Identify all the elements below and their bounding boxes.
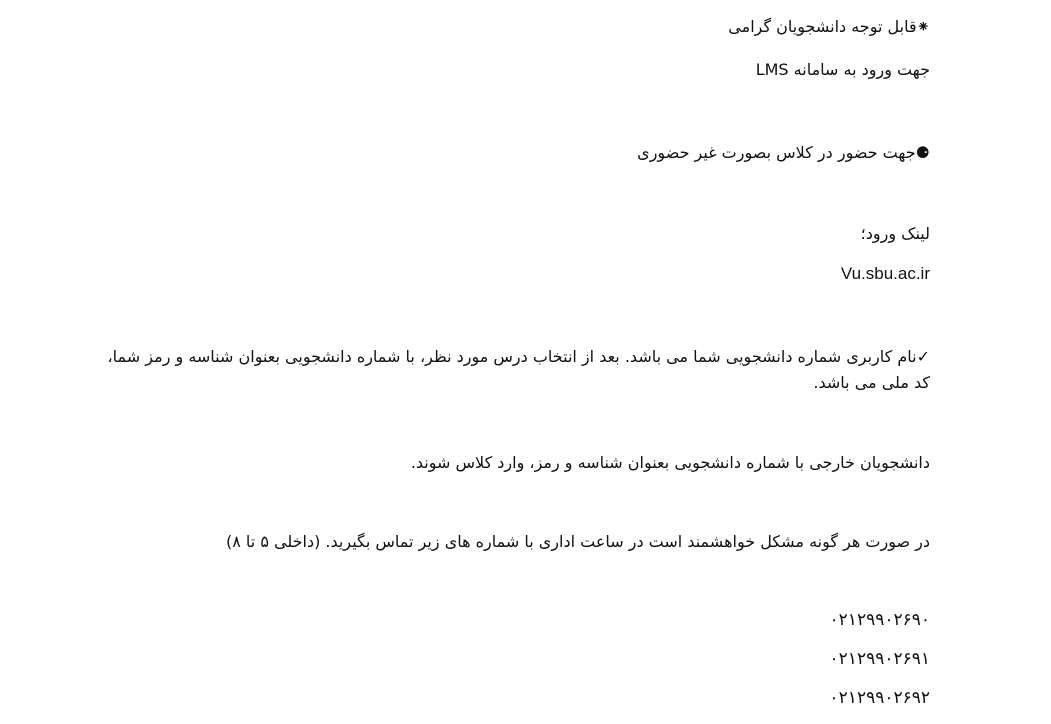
link-label: لینک ورود؛ xyxy=(860,224,930,243)
phone-number-1: ۰۲۱۲۹۹۰۲۶۹۰ xyxy=(829,610,930,630)
heading-text: قابل توجه دانشجویان گرامی xyxy=(728,17,917,36)
class-line xyxy=(637,140,930,166)
support-line: در صورت هر گونه مشکل خواهشمند است در ساعت اداری با شماره های زیر تماس بگیرید. (داخلی ۵ تا ۸) xyxy=(225,532,930,551)
lms-line: جهت ورود به سامانه LMS xyxy=(755,60,930,79)
link-url-text[interactable]: Vu.sbu.ac.ir xyxy=(840,264,930,283)
username-text: نام کاربری شماره دانشجویی شما می باشد. بعد از انتخاب درس مورد نظر، با شماره دانشجویی بعنوان شناسه و رمز شما، کد ملی می باشد. xyxy=(107,347,930,392)
class-line-text: جهت حضور در کلاس بصورت غیر حضوری xyxy=(637,143,916,162)
username-paragraph xyxy=(104,344,930,396)
checkmark-icon: ✓ xyxy=(916,347,930,366)
asterisk-icon: ⁕ xyxy=(916,17,930,36)
phone-number-2: ۰۲۱۲۹۹۰۲۶۹۱ xyxy=(829,649,930,669)
link-url[interactable] xyxy=(841,261,930,287)
bullet-icon: ⚈ xyxy=(915,143,930,162)
notice-heading xyxy=(728,14,930,40)
foreign-students-line: دانشجویان خارجی با شماره دانشجویی بعنوان شناسه و رمز، وارد کلاس شوند. xyxy=(410,453,930,472)
phone-number-3: ۰۲۱۲۹۹۰۲۶۹۲ xyxy=(829,688,930,708)
